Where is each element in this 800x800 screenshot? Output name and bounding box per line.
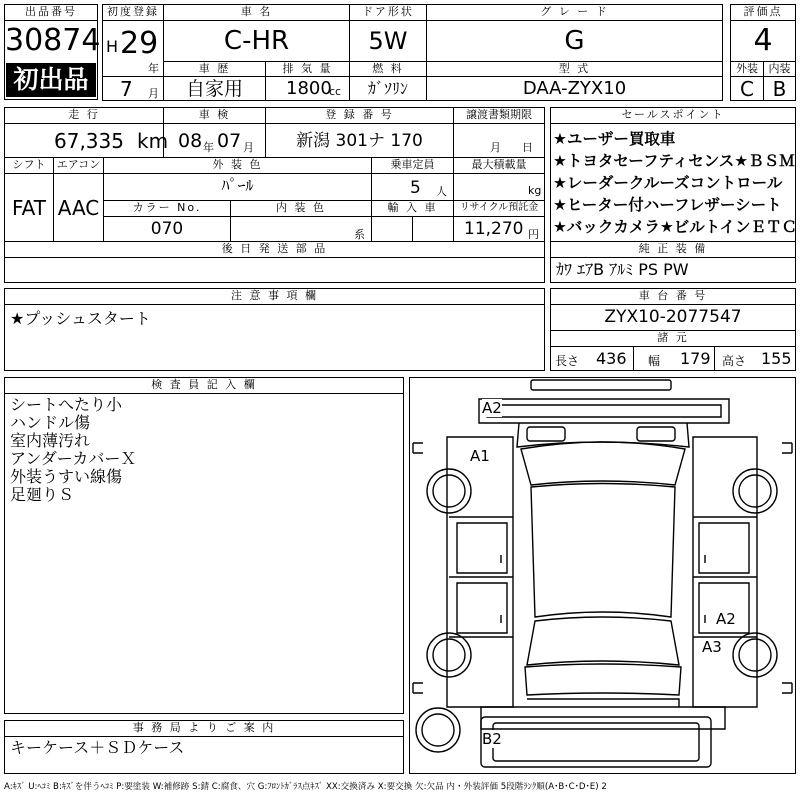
first-reg-month-unit: 月 [148,87,159,100]
ac-label: エアコン [53,157,104,174]
interior-color-suffix: 系 [354,228,365,241]
score-value: 4 [753,23,773,58]
interior-color-label: 内 装 色 [230,200,372,217]
interior-grade-label: 内装 [763,61,796,77]
sales-point-1: ★ユーザー買取車 [553,130,676,148]
fuel-value: ｶﾞｿﾘﾝ [367,79,408,98]
ac-value: AAC [57,196,100,220]
capacity-value: 5 [410,178,421,198]
exterior-grade-label: 外装 [730,61,764,77]
lot-label: 出品番号 [4,4,98,21]
recycle-value: 11,270 [464,219,524,239]
sales-point-4: ★ヒーター付ハーフレザーシート [553,196,782,214]
inspector-line-2: ハンドル傷 [10,413,91,432]
car-name-value: C-HR [223,26,290,56]
dims-divider-2 [714,346,715,371]
height-label: 高さ [722,354,747,368]
import-divider [412,216,413,242]
notes-line-1: ★プッシュスタート [10,309,151,328]
door-value: 5W [368,27,408,55]
height-value: 155 [761,349,792,368]
later-parts-label: 後 日 発 送 部 品 [4,241,545,258]
model-value: DAA-ZYX10 [522,78,627,99]
shift-label: シフト [4,157,54,174]
car-outline-diagram [409,377,796,774]
inspector-line-1: シートへたり小 [10,395,123,414]
equipment-label: 純 正 装 備 [550,241,796,258]
first-reg-month: 7 [120,77,133,101]
exterior-grade-value: C [740,77,754,101]
capacity-unit: 人 [436,185,447,198]
chassis-label: 車 台 番 号 [550,288,796,305]
door-label: ドア形状 [349,4,427,21]
dims-label: 諸 元 [550,330,796,347]
transfer-deadline-label: 譲渡書類期限 [453,107,545,124]
capacity-label: 乗車定員 [371,157,454,174]
length-value: 436 [596,349,627,368]
transfer-day-unit: 日 [522,141,533,154]
inspection-label: 車 検 [163,107,266,124]
transfer-month-unit: 月 [490,141,501,154]
color-no-value: 070 [150,219,184,239]
later-parts-cell [4,257,545,283]
inspection-year: 08 [178,130,203,152]
office-value: キーケース＋ＳＤケース [10,738,185,757]
mileage-unit: km [137,129,169,153]
inspection-month: 07 [217,130,242,152]
interior-color-cell [230,216,372,242]
inspector-line-6: 足廻りＳ [10,485,75,504]
mileage-value: 67,335 [54,129,124,153]
chassis-value: ZYX10-2077547 [604,307,742,327]
damage-mark-a1: A1 [470,447,490,465]
notes-label: 注 意 事 項 欄 [4,288,545,305]
sales-point-5: ★バックカメラ★ビルトインＥＴＣ [553,218,798,236]
legend-text: A:ｷｽﾞ U:ﾍｺﾐ B:ｷｽﾞを伴うﾍｺﾐ P:要塗装 W:補修跡 S:錆 C:腐食、穴 G:ﾌﾛﾝﾄｶﾞﾗｽ点ｷｽﾞ XX:交換済み X:要交換 欠:欠品 内・外装評価 5段階ﾗﾝｸ順(A･B･C･D･E) 2 [4,782,607,792]
max-load-label: 最大積載量 [453,157,545,174]
first-reg-label: 初度登録 [102,4,164,21]
fuel-label: 燃 料 [349,61,427,77]
length-label: 長さ [555,354,580,368]
car-name-label: 車 名 [163,4,350,21]
width-label: 幅 [648,354,661,368]
dims-divider-1 [633,346,634,371]
history-label: 車 歴 [163,61,266,77]
first-reg-year: 29 [120,26,159,61]
model-label: 型 式 [426,61,723,77]
damage-mark-a2-top: A2 [482,399,502,417]
sales-points-label: セールスポイント [550,107,796,124]
first-reg-era: H [106,37,119,56]
equipment-value: ｶﾜ ｴｱB ｱﾙﾐ PS PW [556,260,689,279]
plate-label: 登 録 番 号 [265,107,454,124]
interior-grade-value: B [772,77,787,101]
dims-cell [550,346,796,371]
office-label: 事 務 局 よ り ご 案 内 [4,720,404,737]
inspection-year-unit: 年 [203,141,214,154]
recycle-unit: 円 [528,228,539,241]
shift-value: FAT [11,196,46,220]
damage-mark-b2: B2 [482,730,502,748]
sales-point-3: ★レーダークルーズコントロール [553,174,783,192]
history-value: 自家用 [185,78,243,100]
exterior-color-value: ﾊﾟｰﾙ [221,176,254,195]
exterior-color-label: 外 装 色 [103,157,372,174]
inspection-month-unit: 月 [243,141,254,154]
inspector-line-3: 室内薄汚れ [10,431,91,450]
import-label: 輸 入 車 [371,200,454,217]
grade-label: グ レ ー ド [426,4,723,21]
color-no-label: カラー No. [103,200,231,217]
plate-value: 新潟 301ナ 170 [296,131,423,151]
sales-point-2: ★トヨタセーフティセンス★ＢＳＭ [553,152,795,170]
grade-value: G [564,26,585,56]
damage-mark-a3: A3 [702,638,722,656]
first-reg-year-unit: 年 [148,62,159,75]
inspector-label: 検 査 員 記 入 欄 [4,377,404,394]
score-label: 評価点 [730,4,796,21]
max-load-unit: kg [528,184,542,197]
damage-mark-a2-right: A2 [716,610,736,628]
first-listing-badge: 初出品 [6,63,96,97]
displacement-value: 1800 [286,78,332,99]
lot-number: 30874 [5,23,101,58]
mileage-label: 走 行 [4,107,164,124]
displacement-unit: cc [329,85,342,98]
inspector-line-4: アンダーカバーＸ [10,449,137,468]
recycle-label: リサイクル預託金 [453,200,545,217]
width-value: 179 [680,349,711,368]
displacement-label: 排 気 量 [265,61,350,77]
inspector-line-5: 外装うすい線傷 [10,467,123,486]
